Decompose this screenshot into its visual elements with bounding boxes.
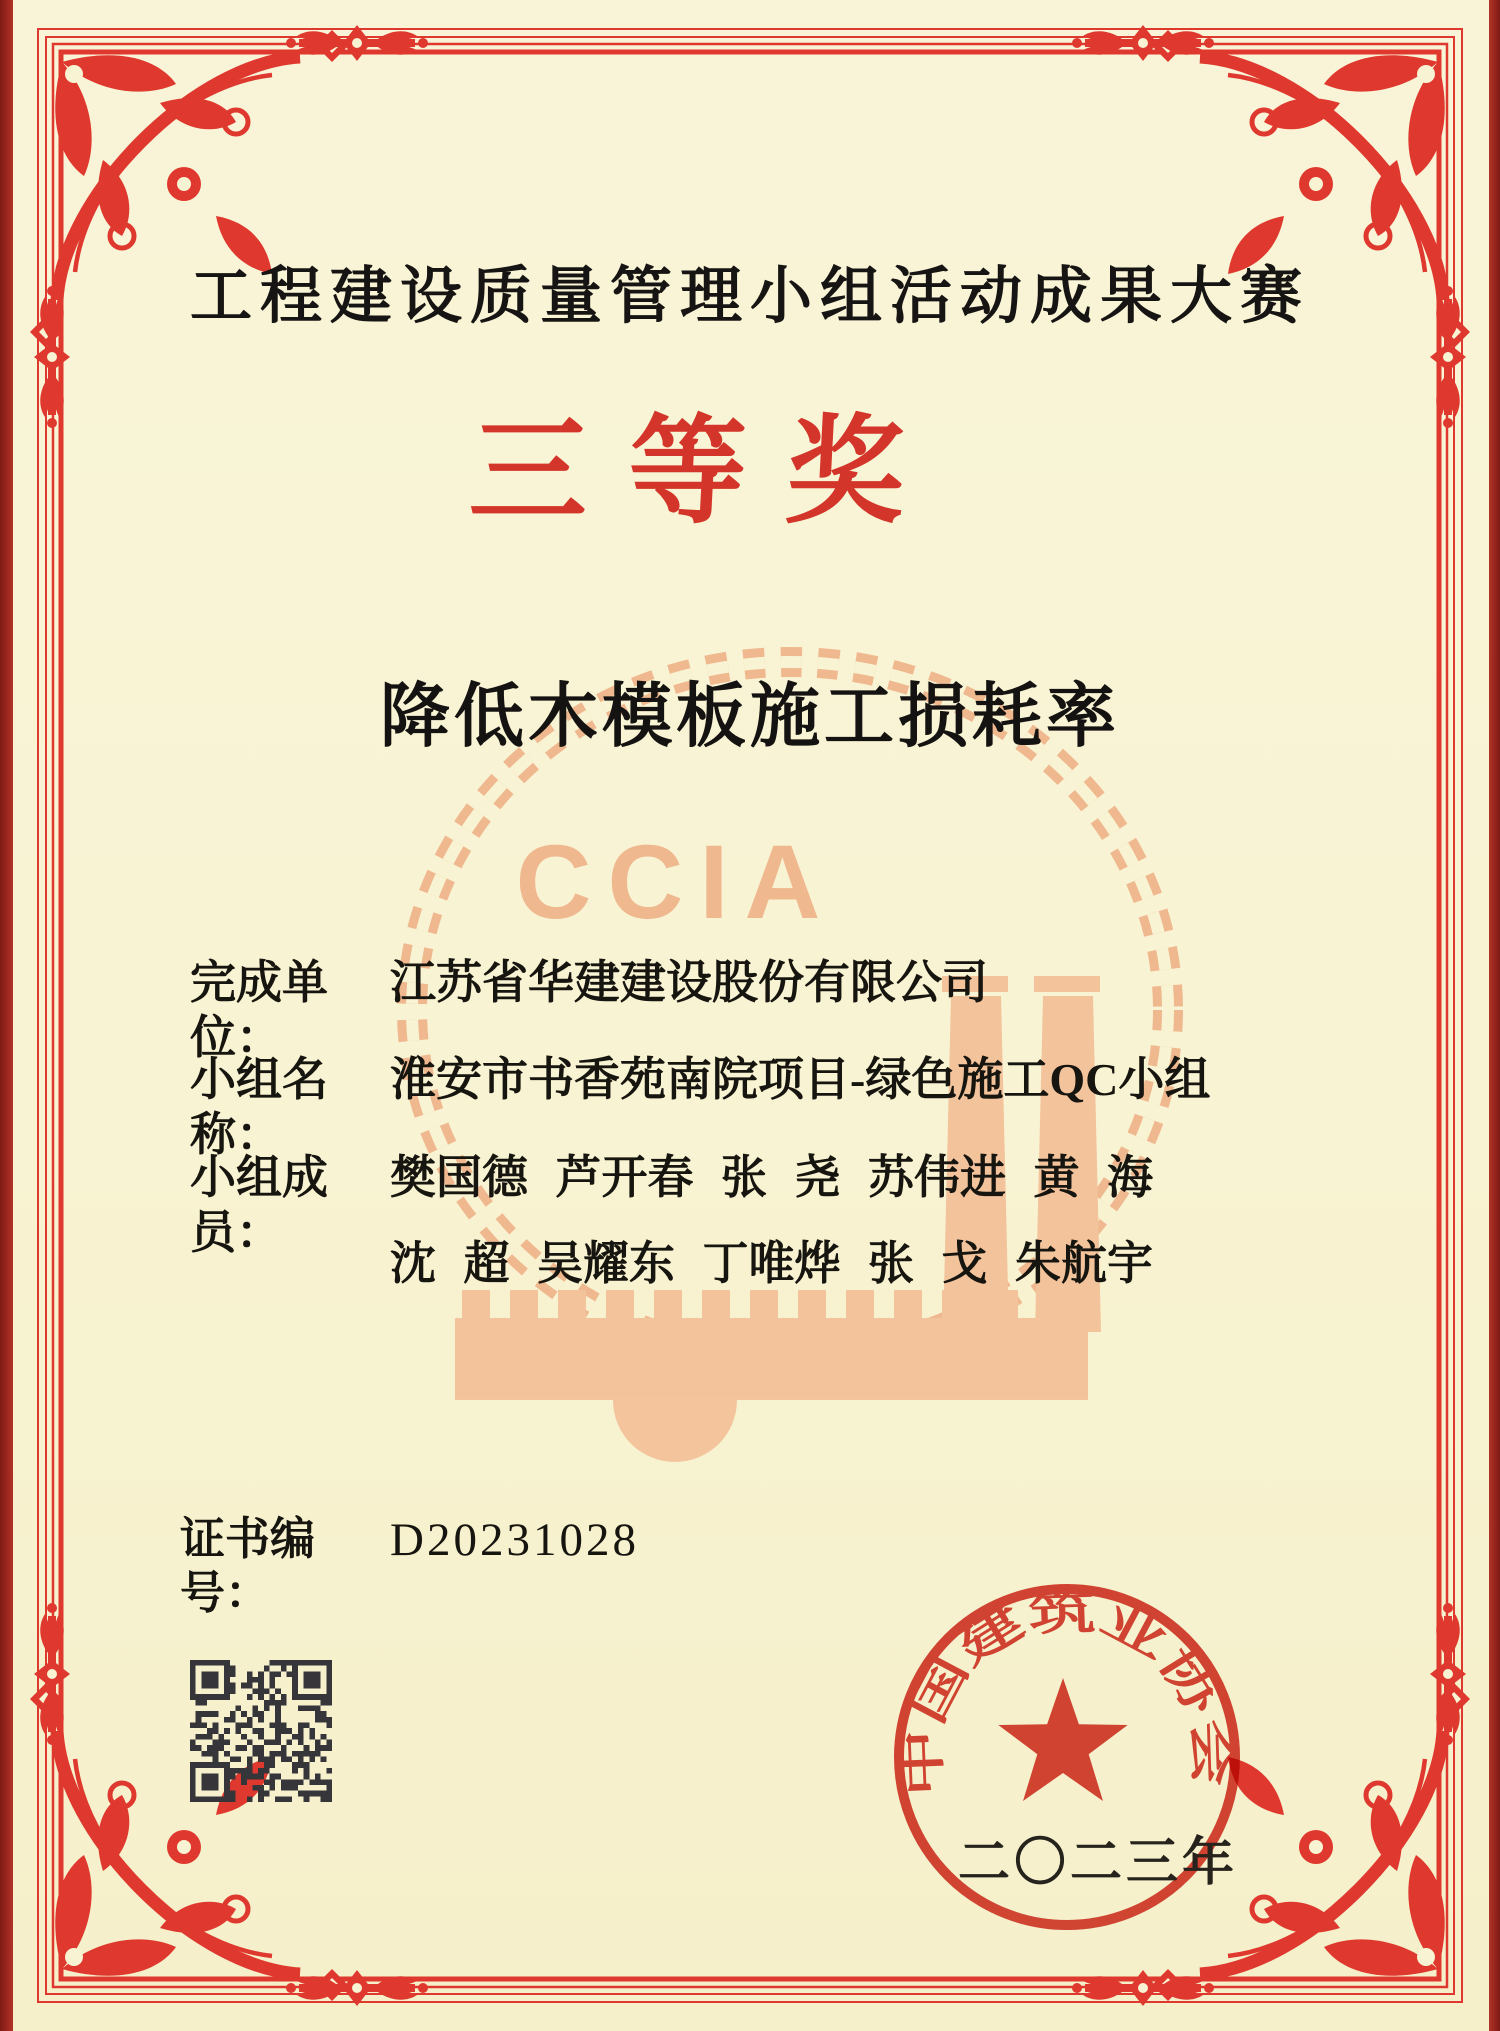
group-name-value: 淮安市书香苑南院项目-绿色施工QC小组 bbox=[390, 1054, 1211, 1105]
competition-title: 工程建设质量管理小组活动成果大赛 bbox=[189, 262, 1310, 331]
certificate-number-value: D20231028 bbox=[390, 1514, 639, 1566]
seal-star bbox=[998, 1678, 1127, 1801]
ccia-text: CCIA bbox=[515, 824, 837, 941]
scan-edge-right bbox=[1489, 0, 1500, 2031]
scan-edge-left bbox=[0, 0, 13, 2031]
group-members-line1: 樊国德 芦开春 张 尧 苏伟进 黄 海 bbox=[390, 1152, 1153, 1203]
group-members-label: 小组成员： bbox=[190, 1152, 328, 1259]
year-text: 二〇二三年 bbox=[958, 1835, 1239, 1892]
group-name-label: 小组名称： bbox=[190, 1054, 328, 1161]
seal-org-text: 中国建筑业协会 bbox=[897, 1587, 1237, 1798]
certificate-number-label: 证书编号： bbox=[180, 1514, 316, 1618]
group-members-line2: 沈 超 吴耀东 丁唯烨 张 戈 朱航宇 bbox=[390, 1238, 1153, 1289]
completing-unit-value: 江苏省华建建设股份有限公司 bbox=[390, 957, 988, 1008]
project-title: 降低木模板施工损耗率 bbox=[380, 679, 1120, 756]
award-title: 三等奖 bbox=[466, 407, 948, 538]
completing-unit-label: 完成单位： bbox=[190, 957, 328, 1064]
